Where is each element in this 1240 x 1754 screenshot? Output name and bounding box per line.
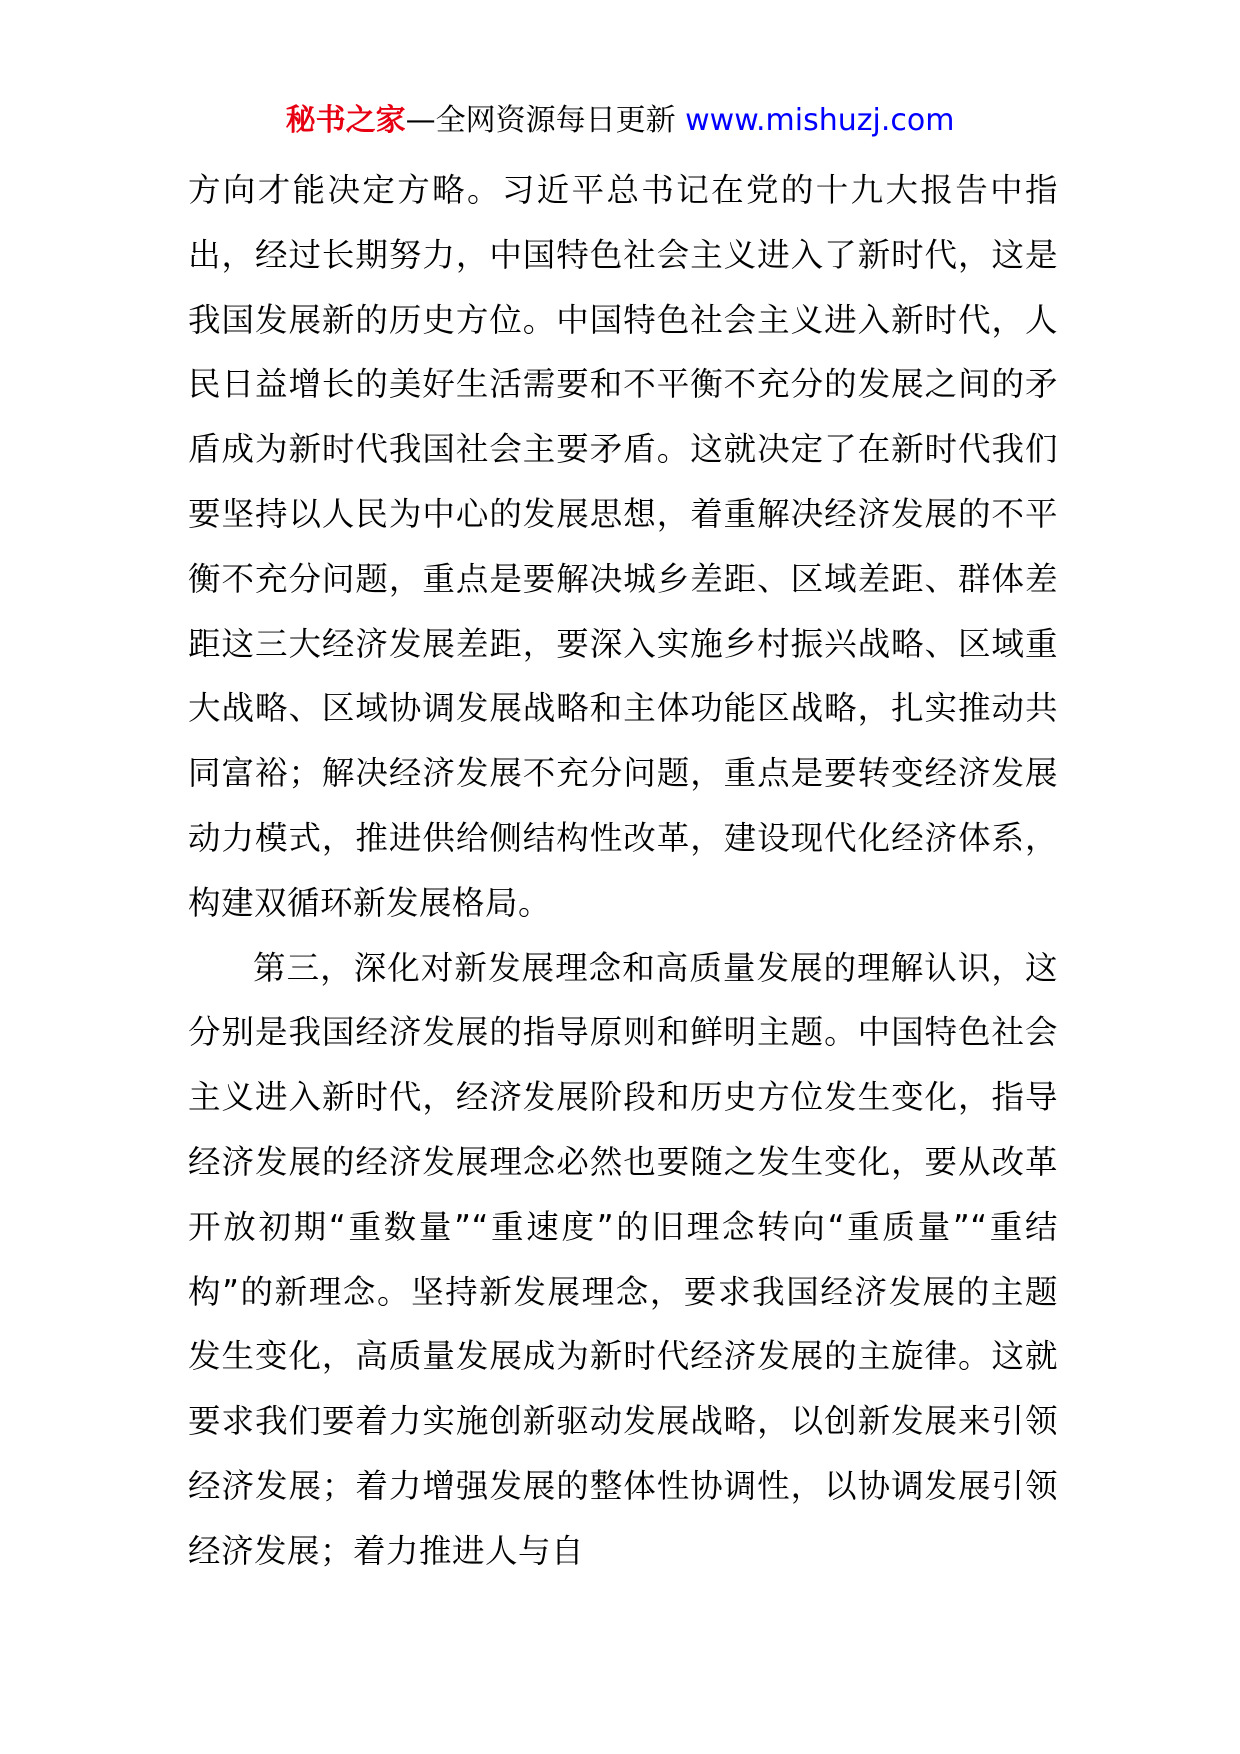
paragraph-third-point: 第三，深化对新发展理念和高质量发展的理解认识，这分别是我国经济发展的指导原则和鲜明主题。中国特色社会主义进入新时代，经济发展阶段和历史方位发生变化，指导经济发展的经济发展理念必然也要随之发生变化，要从改革开放初期“重数量”“重速度”的旧理念转向“重质量”“重结构”的新理念。坚持新发展理念，要求我国经济发展的主题发生变化，高质量发展成为新时代经济发展的主旋律。这就要求我们要着力实施创新驱动发展战略，以创新发展来引领经济发展；着力增强发展的整体性协调性，以协调发展引领经济发展；着力推进人与自 (188, 948, 1058, 1570)
header-brand: 秘书之家 (285, 103, 406, 138)
header-tagline: —全网资源每日更新 (405, 103, 686, 138)
paragraph-continued: 方向才能决定方略。习近平总书记在党的十九大报告中指出，经过长期努力，中国特色社会主义进入了新时代，这是我国发展新的历史方位。中国特色社会主义进入新时代，人民日益增长的美好生活需要和不平衡不充分的发展之间的矛盾成为新时代我国社会主要矛盾。这就决定了在新时代我们要坚持以人民为中心的发展思想，着重解决经济发展的不平衡不充分问题，重点是要解决城乡差距、区域差距、群体差距这三大经济发展差距，要深入实施乡村振兴战略、区域重大战略、区域协调发展战略和主体功能区战略，扎实推动共同富裕；解决经济发展不充分问题，重点是要转变经济发展动力模式，推进供给侧结构性改革，建设现代化经济体系，构建双循环新发展格局。 (188, 171, 1058, 922)
document-body (188, 158, 1058, 1584)
page-header (0, 101, 1240, 141)
header-url-link[interactable]: www.mishuzj.com (685, 103, 955, 138)
